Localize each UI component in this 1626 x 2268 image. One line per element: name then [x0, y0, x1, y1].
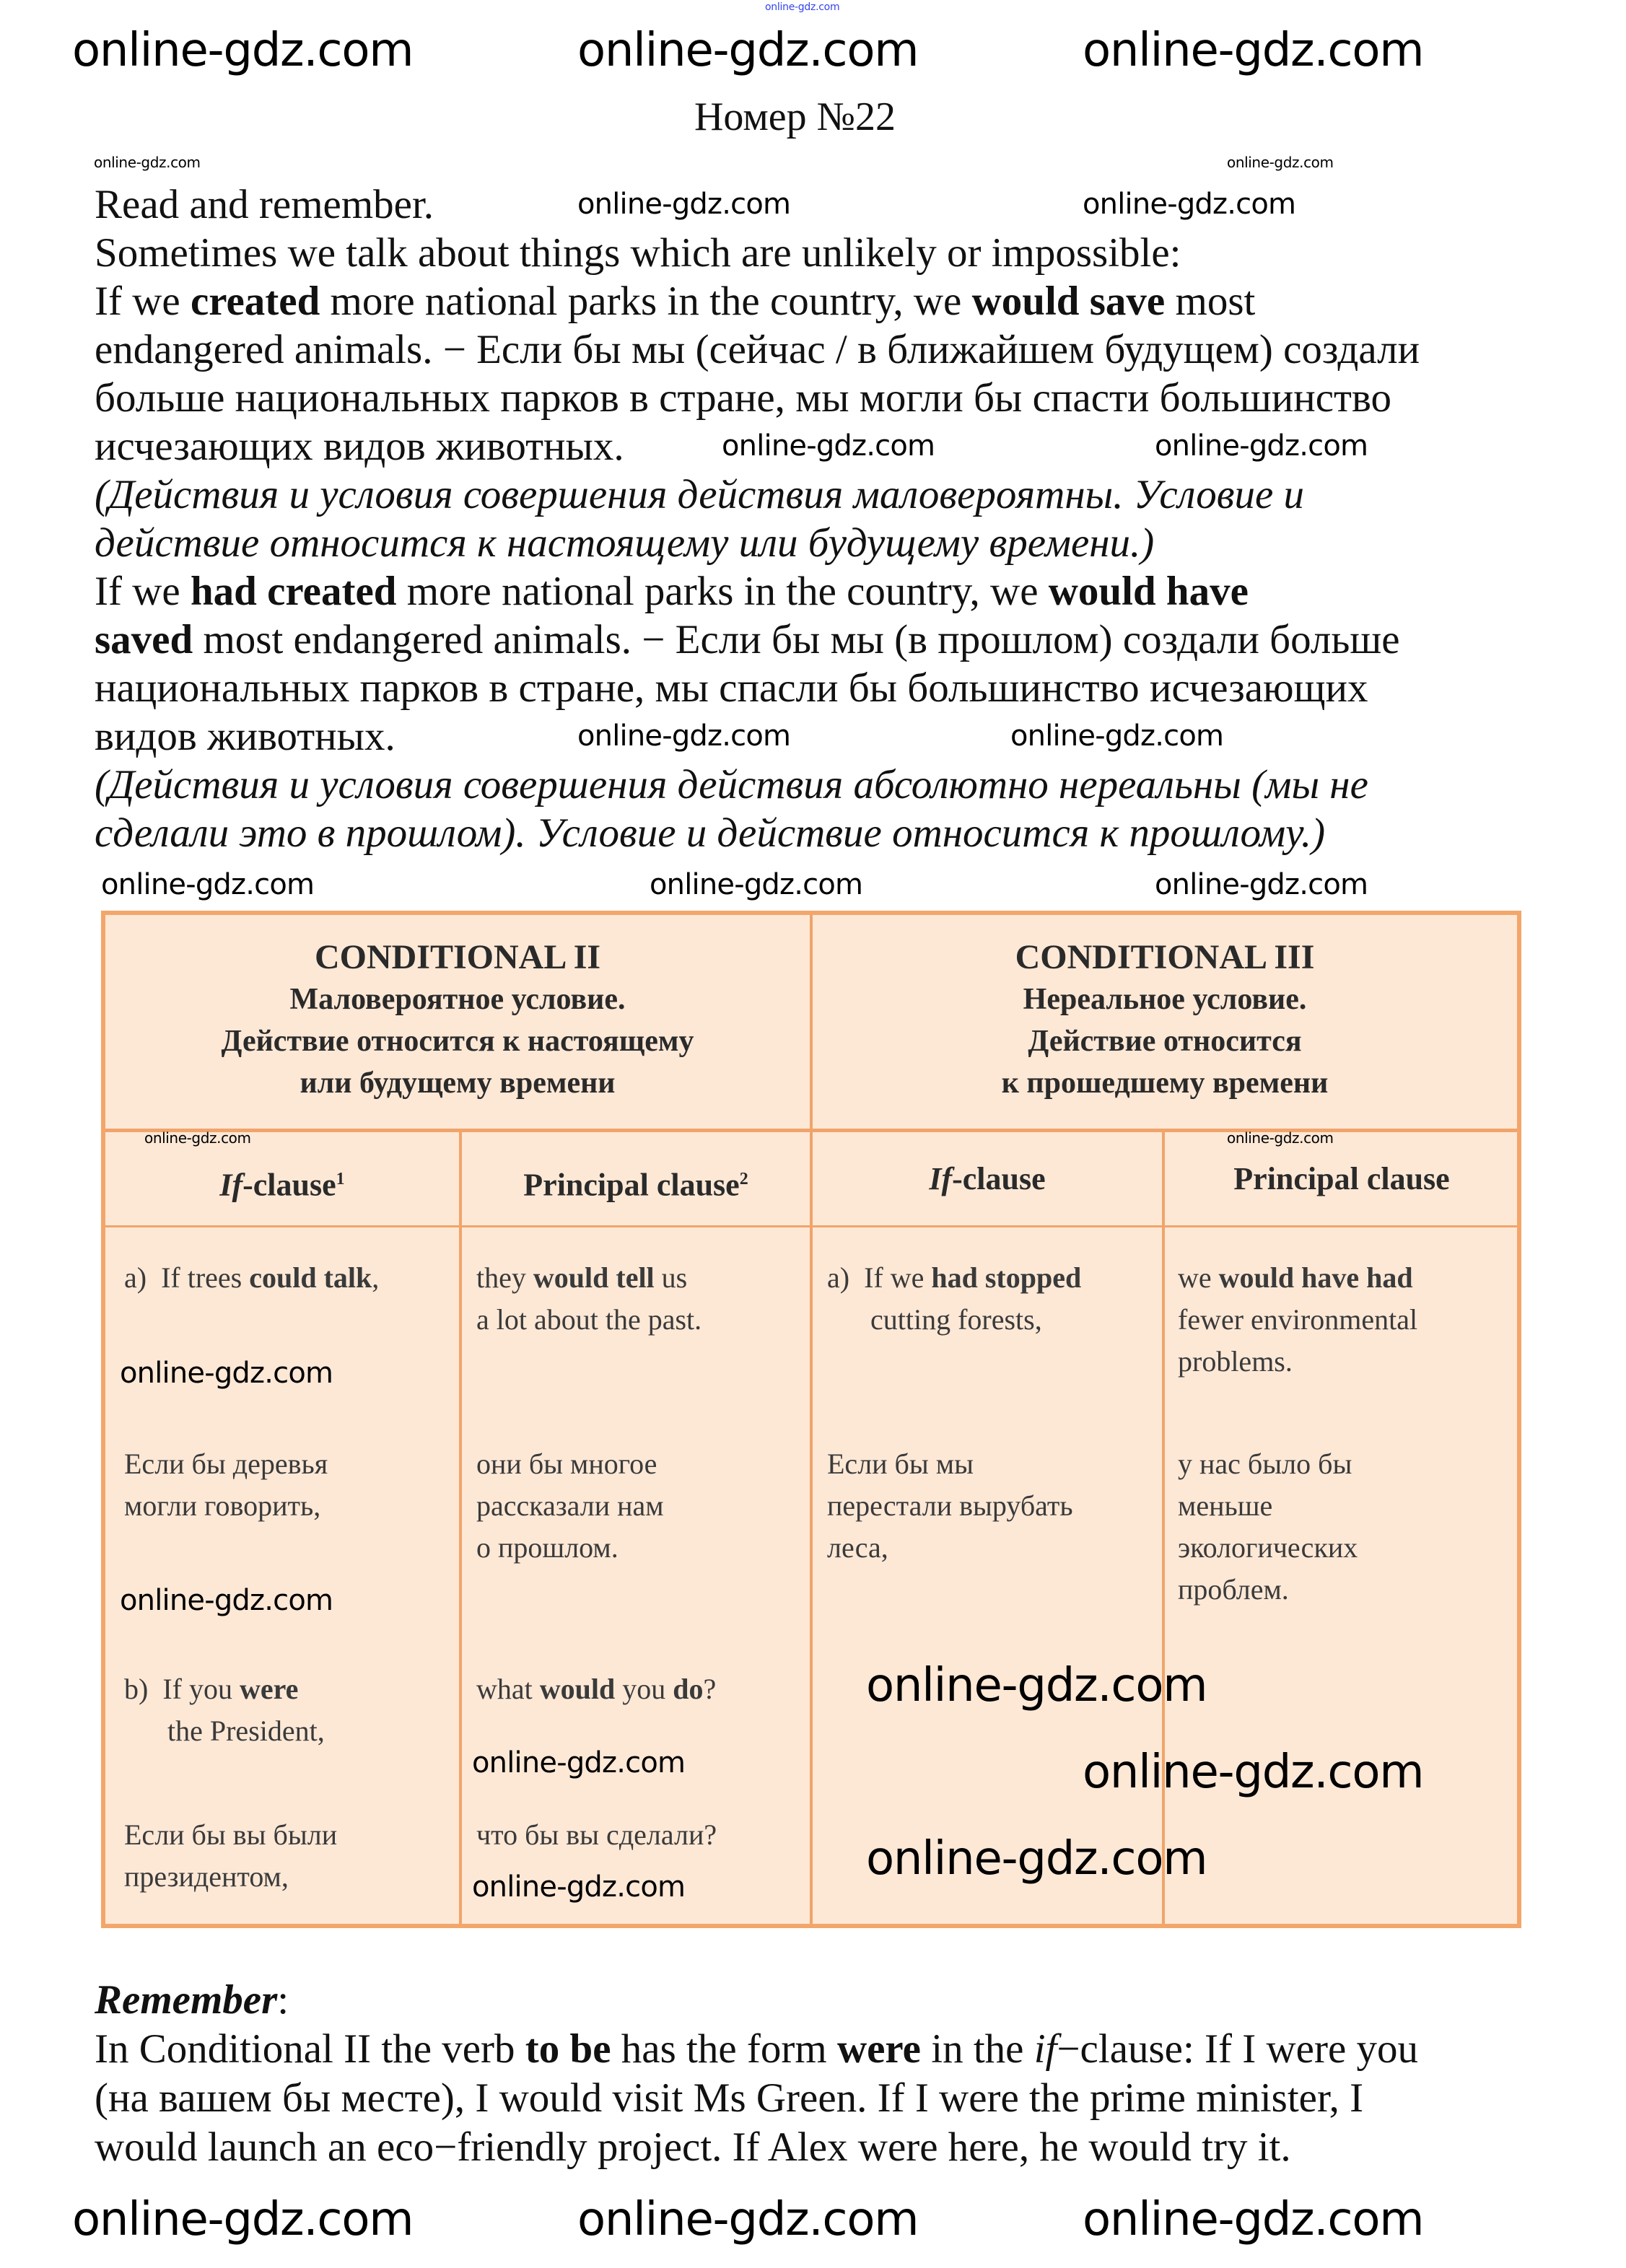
- header-line: или будущему времени: [300, 1067, 616, 1100]
- conditional-2-header: [105, 937, 810, 1104]
- footnote: 1: [336, 1170, 345, 1188]
- text: a): [124, 1261, 147, 1294]
- watermark: online-gdz.com: [1083, 24, 1424, 77]
- watermark: online-gdz.com: [577, 719, 791, 753]
- example-b-if-ru: [124, 1814, 337, 1898]
- example-b-if: [124, 1668, 325, 1752]
- example-c3-principal: [1178, 1257, 1417, 1383]
- text: экологических: [1178, 1531, 1358, 1564]
- watermark: online-gdz.com: [722, 429, 935, 463]
- text: ?: [703, 1673, 717, 1705]
- bold-text: do: [673, 1673, 704, 1705]
- text: могли говорить,: [124, 1489, 321, 1522]
- text: If: [929, 1161, 953, 1196]
- example-a-if: [124, 1257, 379, 1299]
- text: the President,: [167, 1715, 325, 1747]
- intro-note: действие относится к настоящему или будущему времени.): [95, 520, 1155, 566]
- remember-section: [95, 1976, 1418, 2172]
- text: b): [124, 1673, 149, 1705]
- watermark: online-gdz.com: [1010, 719, 1224, 753]
- watermark: online-gdz.com: [472, 1746, 686, 1779]
- intro-line: [95, 277, 1420, 325]
- text: Если бы мы: [827, 1448, 974, 1480]
- intro-note: сделали это в прошлом). Условие и действие относится к прошлому.): [95, 810, 1326, 856]
- watermark: online-gdz.com: [577, 188, 791, 221]
- bold-text: would: [539, 1673, 616, 1705]
- if-clause-header: [813, 1160, 1162, 1198]
- bold-text: were: [239, 1673, 299, 1705]
- if-clause-header: [105, 1160, 459, 1204]
- text: If we: [95, 279, 191, 324]
- bold-text: to be: [525, 2026, 611, 2072]
- remember-heading: [95, 1976, 1418, 2025]
- text: most: [1165, 279, 1256, 324]
- conditional-3-header: [813, 937, 1517, 1104]
- text: проблем.: [1178, 1573, 1289, 1606]
- text: :: [277, 1977, 289, 2023]
- watermark: online-gdz.com: [650, 868, 863, 901]
- intro-note: (Действия и условия совершения действия абсолютно нереальны (мы не: [95, 762, 1368, 807]
- intro-line: [95, 616, 1420, 664]
- text: -clause: [952, 1161, 1046, 1196]
- watermark: online-gdz.com: [1155, 429, 1368, 463]
- text: If you: [162, 1673, 240, 1705]
- bold-text: Remember: [95, 1977, 278, 2023]
- watermark: online-gdz.com: [577, 2193, 919, 2246]
- bold-text: would tell: [533, 1261, 655, 1294]
- header-title: CONDITIONAL II: [314, 938, 601, 976]
- bold-text: created: [190, 279, 320, 324]
- bold-text: would save: [971, 279, 1166, 324]
- text: перестали вырубать: [827, 1489, 1073, 1522]
- text: леса,: [827, 1531, 888, 1564]
- intro-line: больше национальных парков в стране, мы могли бы спасти большинство: [95, 375, 1391, 421]
- remember-line: (на вашем бы месте), I would visit Ms Green. If I were the prime minister, I: [95, 2075, 1364, 2121]
- text: у нас было бы: [1178, 1448, 1352, 1480]
- example-c3-principal-ru: [1178, 1443, 1358, 1611]
- text: in the: [920, 2026, 1034, 2072]
- intro-note: (Действия и условия совершения действия маловероятны. Условие и: [95, 472, 1305, 517]
- text: In Conditional II the verb: [95, 2026, 525, 2072]
- intro-line: Read and remember.: [95, 182, 434, 227]
- text: more national parks in the country, we: [396, 569, 1049, 614]
- example-a-if-ru: [124, 1443, 328, 1527]
- text: они бы многое: [476, 1448, 657, 1480]
- bold-text: had stopped: [931, 1261, 1082, 1294]
- watermark: online-gdz.com: [1083, 2193, 1424, 2246]
- watermark: online-gdz.com: [72, 2193, 414, 2246]
- watermark: online-gdz.com: [120, 1584, 333, 1617]
- header-line: к прошедшему времени: [1001, 1067, 1329, 1100]
- intro-line: [95, 567, 1420, 616]
- watermark: online-gdz.com: [866, 1659, 1207, 1712]
- text: -clause: [242, 1167, 336, 1203]
- watermark: online-gdz.com: [94, 154, 201, 171]
- remember-line: [95, 2025, 1418, 2074]
- text: you: [615, 1673, 673, 1705]
- watermark: online-gdz.com: [577, 24, 919, 77]
- text: we: [1178, 1261, 1219, 1294]
- bold-text: saved: [95, 617, 193, 662]
- watermark: online-gdz.com: [72, 24, 414, 77]
- intro-text: [95, 180, 1420, 857]
- text: Если бы деревья: [124, 1448, 328, 1480]
- text: о прошлом.: [476, 1531, 619, 1564]
- text: fewer environmental: [1178, 1303, 1418, 1336]
- text: Если бы вы были: [124, 1818, 338, 1851]
- intro-line: видов животных.: [95, 714, 395, 759]
- text: Principal clause: [523, 1167, 740, 1203]
- divider: [459, 1129, 462, 1924]
- text: If we: [95, 569, 191, 614]
- text: a lot about the past.: [476, 1303, 702, 1336]
- bold-text: had created: [190, 569, 397, 614]
- text: If trees: [161, 1261, 250, 1294]
- bold-text: were: [836, 2026, 921, 2072]
- page-title: Номер №22: [694, 95, 896, 139]
- text: has the form: [611, 2026, 837, 2072]
- intro-line: исчезающих видов животных.: [95, 424, 624, 469]
- header-line: Маловероятное условие.: [289, 983, 626, 1016]
- footnote: 2: [739, 1170, 748, 1188]
- text: −clause: If I were you: [1057, 2026, 1418, 2072]
- intro-line: Sometimes we talk about things which are unlikely or impossible:: [95, 230, 1181, 276]
- text: problems.: [1178, 1345, 1293, 1378]
- example-a-principal: [476, 1257, 701, 1341]
- watermark: online-gdz.com: [1227, 154, 1334, 171]
- text: ,: [372, 1261, 380, 1294]
- text: рассказали нам: [476, 1489, 664, 1522]
- header-line: Нереальное условие.: [1023, 983, 1307, 1016]
- intro-line: endangered animals. − Если бы мы (сейчас / в ближайшем будущем) создали: [95, 327, 1420, 372]
- watermark: online-gdz.com: [1155, 868, 1368, 901]
- bold-text: would have: [1048, 569, 1249, 614]
- example-c3-if-ru: [827, 1443, 1073, 1569]
- watermark: online-gdz.com: [1227, 1129, 1334, 1147]
- text: most endangered animals. − Если бы мы (в прошлом) создали больше: [193, 617, 1400, 662]
- divider: [105, 1225, 1517, 1227]
- text: us: [654, 1261, 688, 1294]
- text: more national parks in the country, we: [320, 279, 972, 324]
- text: cutting forests,: [870, 1303, 1042, 1336]
- watermark: online-gdz.com: [144, 1129, 251, 1147]
- example-b-principal-ru: что бы вы сделали?: [476, 1818, 717, 1851]
- text: меньше: [1178, 1489, 1273, 1522]
- header-line: Действие относится к настоящему: [221, 1025, 694, 1058]
- text: Principal clause: [1233, 1161, 1450, 1196]
- header-title: CONDITIONAL III: [1015, 938, 1315, 976]
- remember-line: would launch an eco−friendly project. If Alex were here, he would try it.: [95, 2124, 1291, 2170]
- bold-text: would have had: [1218, 1261, 1413, 1294]
- header-line: Действие относится: [1028, 1025, 1302, 1058]
- bold-text: could talk: [249, 1261, 372, 1294]
- example-b-principal: [476, 1668, 716, 1710]
- watermark: online-gdz.com: [1083, 1746, 1424, 1799]
- example-a-principal-ru: [476, 1443, 664, 1569]
- watermark: online-gdz.com: [1083, 188, 1296, 221]
- italic-text: if: [1033, 2026, 1057, 2072]
- watermark: online-gdz.com: [866, 1832, 1207, 1886]
- intro-line: национальных парков в стране, мы спасли бы большинство исчезающих: [95, 665, 1368, 711]
- divider: [1162, 1129, 1165, 1924]
- text: they: [476, 1261, 533, 1294]
- text: a): [827, 1261, 850, 1294]
- watermark: online-gdz.com: [101, 868, 315, 901]
- text: what: [476, 1673, 540, 1705]
- watermark: online-gdz.com: [765, 1, 840, 13]
- watermark: online-gdz.com: [120, 1357, 333, 1390]
- text: президентом,: [124, 1860, 289, 1893]
- principal-clause-header: [1165, 1160, 1518, 1198]
- principal-clause-header: [462, 1160, 810, 1204]
- example-c3-if: [827, 1257, 1081, 1341]
- text: If: [219, 1167, 243, 1203]
- watermark: online-gdz.com: [472, 1870, 686, 1904]
- text: If we: [864, 1261, 932, 1294]
